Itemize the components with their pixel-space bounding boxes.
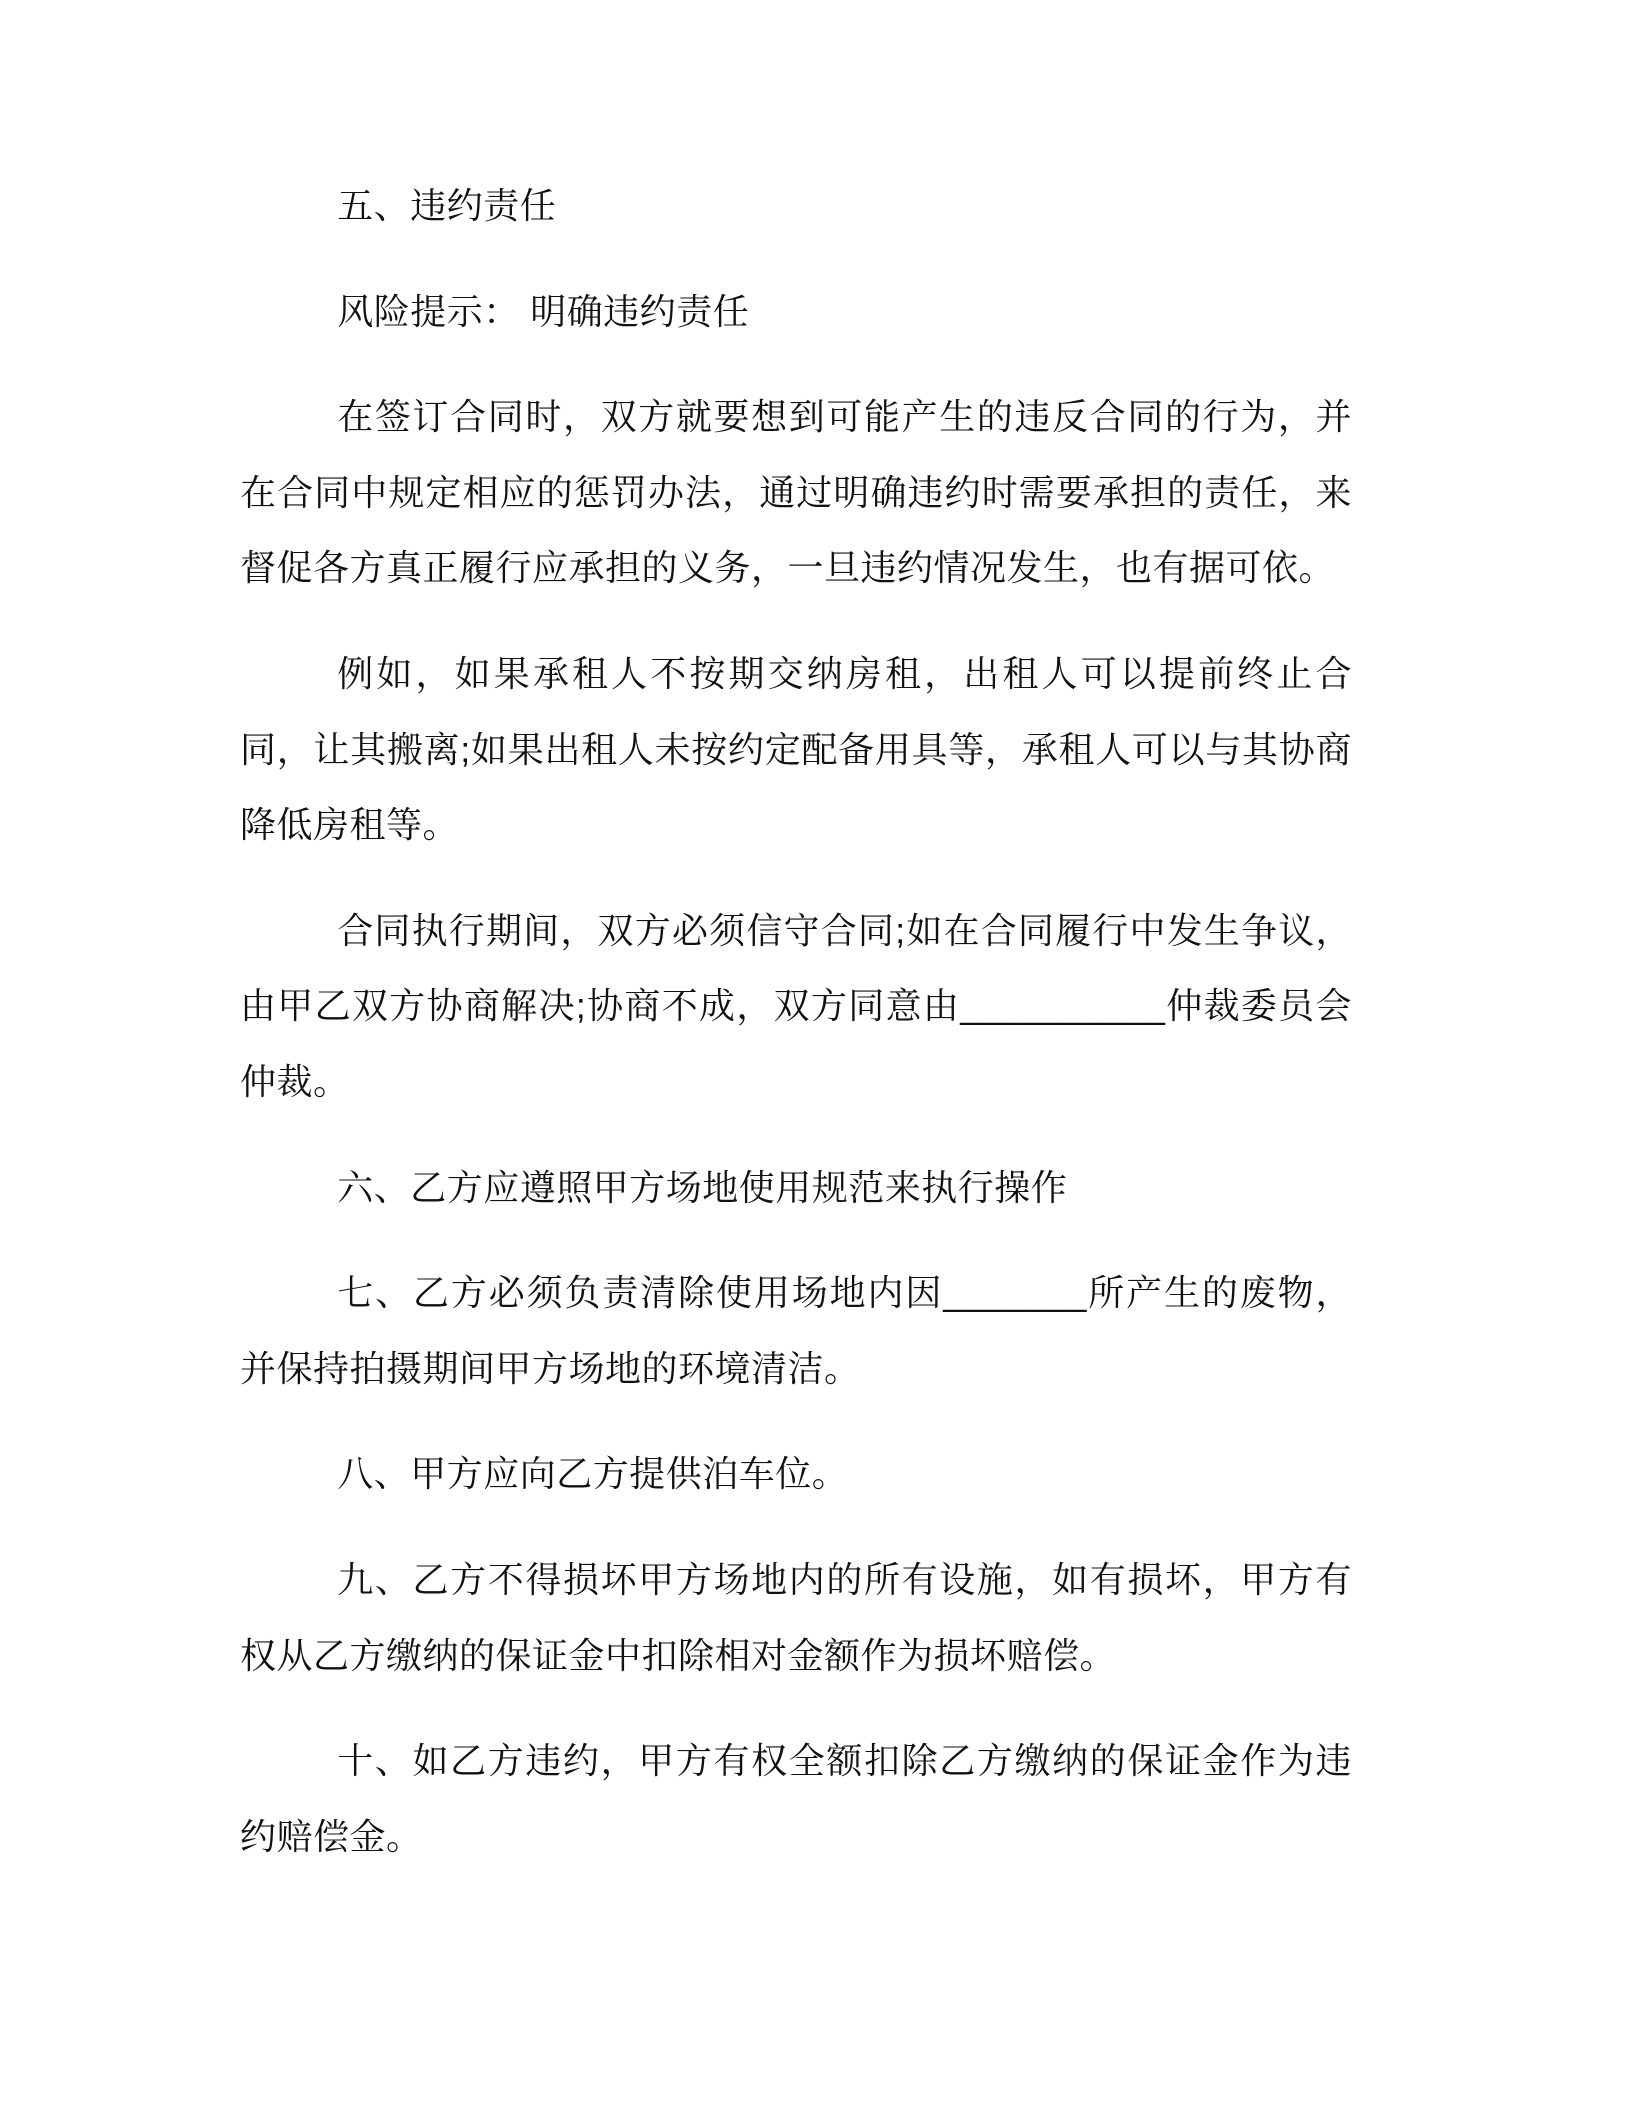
section-heading-6: 六、乙方应遵照甲方场地使用规范来执行操作 <box>337 1166 1068 1208</box>
section-heading-8: 八、甲方应向乙方提供泊车位。 <box>337 1453 849 1495</box>
risk-notice-line: 风险提示： 明确违约责任 <box>337 290 750 332</box>
paragraph-example: 例如，如果承租人不按期交纳房租，出租人可以提前终止合同，让其搬离;如果出租人未按约定配备用具等，承租人可以与其协商降低房租等。 <box>240 652 1352 846</box>
section-heading-5: 五、违约责任 <box>337 185 557 226</box>
paragraph-arbitration: 合同执行期间，双方必须信守合同;如在合同履行中发生争议，由甲乙双方协商解决;协商不成，双方同意由__________仲裁委员会仲裁。 <box>240 909 1352 1102</box>
paragraph-clause-7: 七、乙方必须负责清除使用场地内因_______所产生的废物，并保持拍摄期间甲方场地的环境清洁。 <box>240 1272 1352 1389</box>
paragraph-breach-explanation: 在签订合同时，双方就要想到可能产生的违反合同的行为，并在合同中规定相应的惩罚办法，通过明确违约时需要承担的责任，来督促各方真正履行应承担的义务，一旦违约情况发生，也有据可依。 <box>240 396 1352 589</box>
paragraph-clause-9: 九、乙方不得损坏甲方场地内的所有设施，如有损坏，甲方有权从乙方缴纳的保证金中扣除相对金额作为损坏赔偿。 <box>240 1558 1352 1676</box>
paragraph-clause-10: 十、如乙方违约，甲方有权全额扣除乙方缴纳的保证金作为违约赔偿金。 <box>240 1740 1352 1857</box>
